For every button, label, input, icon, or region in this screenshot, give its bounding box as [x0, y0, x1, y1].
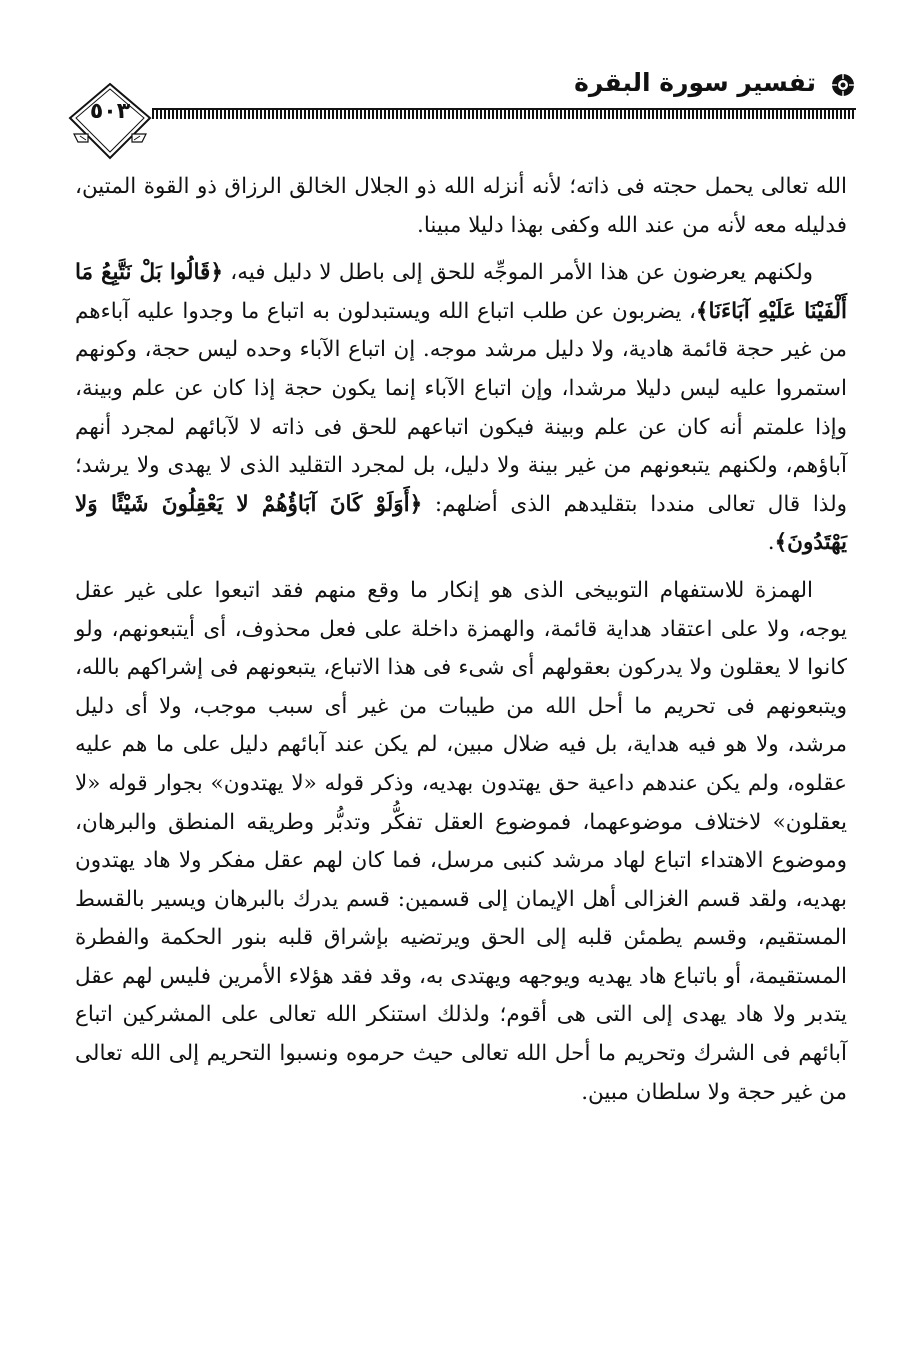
page-number: ٥٠٣ — [89, 99, 131, 124]
paragraph-1: الله تعالى يحمل حجته فى ذاته؛ لأنه أنزله الله ذو الجلال الخالق الرزاق ذو القوة المتين، فدليله معه لأنه من عند الله وكفى بهذا دليلا مبينا. — [75, 174, 847, 238]
paragraph-2-text-c: . — [767, 530, 775, 556]
page-header — [66, 60, 856, 170]
header-rule-hatching — [152, 110, 856, 119]
quran-quote-2: ﴿أَوَلَوْ كَانَ آبَاؤُهُمْ لا يَعْقِلُونَ شَيْئًا وَلا يَهْتَدُونَ﴾ — [75, 491, 847, 556]
flower-ornament-icon — [830, 72, 856, 98]
paragraph-3: الهمزة للاستفهام التوبيخى الذى هو إنكار ما وقع منهم فقد اتبعوا على غير عقل يوجه، ولا على اعتقاد هداية قائمة، والهمزة داخلة على فعل محذوف، أى أيتبعونهم، ولو كانوا لا يعقلون ولا يدركون بعقولهم أى شىء فى هذا الاتباع، يتبعونهم فى إشراكهم بالله، ويتبعونهم فى تحريم ما أحل الله من طيبات من غير أى سبب موجب، ولا أى دليل مرشد، ولا هو فيه هداية، بل فيه ضلال مبين، لم يكن عند آبائهم دليل على ما هم عليه عقلوه، ولم يكن عندهم داعية حق يهتدون بهديه، وذكر قوله «لا يهتدون» بجوار قوله «لا يعقلون» لاختلاف موضوعهما، فموضوع العقل تفكُّر وتدبُّر وطريقه المنطق والبرهان، وموضوع الاهتداء اتباع لهاد مرشد كنبى مرسل، فما كان لهم عقل مفكر ولا هاد يهتدون بهديه، ولقد قسم الغزالى أهل الإيمان إلى قسمين: قسم يدرك بالبرهان ويسير بالقسط المستقيم، وقسم يطمئن قلبه إلى الحق ويرتضيه بإشراق قلبه بنور الحكمة والفطرة المستقيمة، أو باتباع هاد يهديه ويوجهه ويهتدى به، وقد فقد هؤلاء الأمرين فليس لهم عقل يتدبر ولا هاد يهدى إلى التى هى أقوم؛ ولذلك استنكر الله تعالى على المشركين اتباع آبائهم فى الشرك وتحريم ما أحل الله تعالى حيث حرموه ونسبوا التحريم إلى الله تعالى من غير حجة ولا سلطان مبين. — [75, 577, 847, 1105]
paragraph-2-text-b: ، يضربون عن طلب اتباع الله ويستبدلون به اتباع ما وجدوا عليه آباءهم من غير حجة قائمة هادية، ولا دليل مرشد موجه. إن اتباع الآباء وحده ليس حجة، وكونهم استمروا عليه ليس دليلا مرشدا، وإن اتباع الآباء إنما يكون حجة إذا كان عن علم وبينة، وإذا علمتم أنه كان عن علم وبينة فيكون اتباعهم للحق فى ذاته لا لآبائهم لمجرد أنهم آباؤهم، ولكنهم يتبعونهم من غير بينة ولا دليل، بل لمجرد التقليد الذى لا يهدى ولا يرشد؛ ولذا قال تعالى منددا بتقليدهم الذى أضلهم: — [75, 298, 848, 517]
paragraph-2-text-a: ولكنهم يعرضون عن هذا الأمر الموجِّه للحق إلى باطل لا دليل فيه، — [222, 260, 814, 286]
quran-quote-1: ﴿قَالُوا بَلْ نَتَّبِعُ مَا أَلْفَيْنَا عَلَيْهِ آبَاءَنَا﴾ — [75, 260, 848, 324]
page-number-badge — [68, 82, 152, 160]
running-header-title: تفسير سورة البقرة — [574, 68, 816, 97]
page-body — [75, 168, 847, 1112]
paragraph-2 — [75, 254, 847, 563]
